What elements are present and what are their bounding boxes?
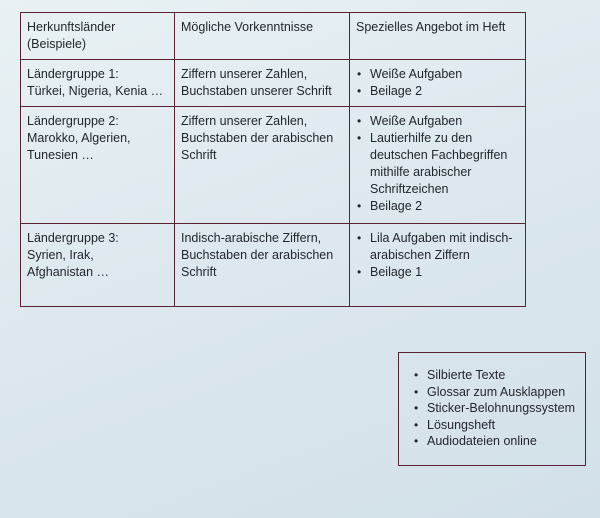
list-item: • Weiße Aufgaben (356, 66, 519, 83)
table-header-row (21, 13, 526, 60)
list-item: • Weiße Aufgaben (356, 113, 519, 130)
list-item: • Beilage 2 (356, 83, 519, 100)
knowledge-cell: Indisch-arabische Ziffern, Buchstaben der arabischen Schrift (175, 224, 350, 307)
countries-cell: Ländergruppe 2: Marokko, Algerien, Tunesien … (21, 107, 175, 224)
header-countries: Herkunftsländer (Beispiele) (21, 13, 175, 60)
countries-cell: Ländergruppe 3: Syrien, Irak, Afghanistan … (21, 224, 175, 307)
list-item: • Sticker-Belohnungssystem (413, 400, 575, 417)
offers-cell (350, 224, 526, 307)
extras-list (413, 367, 575, 450)
countries-cell: Ländergruppe 1: Türkei, Nigeria, Kenia … (21, 60, 175, 107)
offers-cell (350, 107, 526, 224)
extras-box (398, 352, 586, 466)
origin-countries-table (20, 12, 526, 307)
table-row (21, 107, 526, 224)
header-special-offer: Spezielles Angebot im Heft (350, 13, 526, 60)
offers-list (356, 66, 519, 100)
offers-list (356, 230, 519, 281)
header-prior-knowledge: Mögliche Vorkenntnisse (175, 13, 350, 60)
offers-cell (350, 60, 526, 107)
knowledge-cell: Ziffern unserer Zahlen, Buchstaben unserer Schrift (175, 60, 350, 107)
list-item: • Audiodateien online (413, 433, 575, 450)
table-row (21, 224, 526, 307)
knowledge-cell: Ziffern unserer Zahlen, Buchstaben der arabischen Schrift (175, 107, 350, 224)
table-row (21, 60, 526, 107)
list-item: • Glossar zum Ausklappen (413, 384, 575, 401)
list-item: • Lila Aufgaben mit indisch-arabischen Ziffern (356, 230, 519, 264)
list-item: • Beilage 1 (356, 264, 519, 281)
list-item: • Lautierhilfe zu den deutschen Fachbegriffen mithilfe arabischer Schriftzeichen (356, 130, 519, 198)
list-item: • Lösungsheft (413, 417, 575, 434)
list-item: • Beilage 2 (356, 198, 519, 215)
list-item: • Silbierte Texte (413, 367, 575, 384)
offers-list (356, 113, 519, 215)
